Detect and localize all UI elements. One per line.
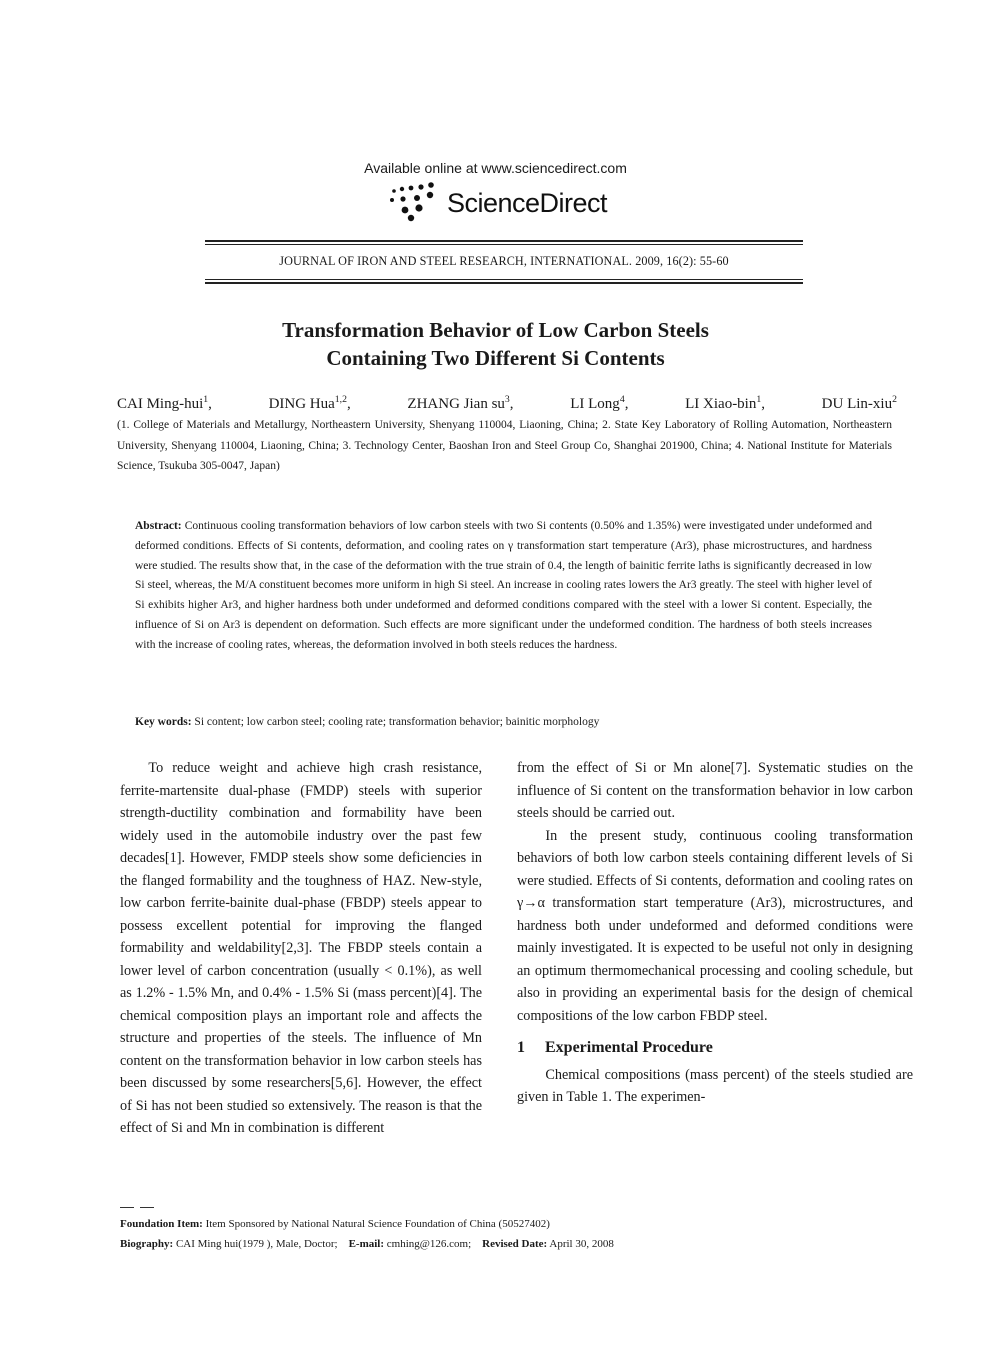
header-rule-top-thin [205,244,803,245]
revised-date-text: April 30, 2008 [549,1238,614,1250]
affiliations: (1. College of Materials and Metallurgy, Northeastern University, Shenyang 110004, Liaoning, China; 2. State Key Laboratory of Rolling Automation, Northeastern University, Shenyang 110004, Liaoning, China; 3. Technology Center, Baoshan Iron and Steel Group Co, Shanghai 201900, China; 4. National Institute for Materials Science, Tsukuba 305-0047, Japan) [117,419,892,472]
header-rule-top-thick [205,240,803,242]
keywords-text: Si content; low carbon steel; cooling rate; transformation behavior; bainitic morphology [194,716,600,728]
abstract-text: Continuous cooling transformation behaviors of low carbon steels with two Si contents (0.50% and 1.35%) were investigated under undeformed and deformed conditions. Effects of Si contents, deformation, and cooling rates on γ transformation start temperature (Ar3), phase microstructures, and hardness were studied. The results show that, in the case of the deformation with the true strain of 0.4, the length of bainitic ferrite laths is significantly decreased in low Si steel, whereas, the M/A constituent becomes more uniform in high Si steel. An increase in cooling rates lowers the Ar3 greatly. The steel with higher level of Si exhibits higher Ar3, and higher hardness both under undeformed and deformed conditions compared with the steel with a lower Si content. Especially, the influence of Si on Ar3 is dependent on deformation. Such effects are more significant under the undeformed condition. The hardness of both steels increases with the increase of cooling rates, whereas, the deformation involved in both steels reduces the hardness. [135,520,872,651]
email-label: E-mail: [348,1238,385,1250]
foundation-note [120,1214,890,1234]
body-column-left [120,757,482,1140]
keywords-label: Key words: [135,716,192,728]
revised-date-label: Revised Date: [482,1238,548,1250]
author: LI Xiao-bin$^1$, [685,394,765,412]
body-column-right [517,757,913,1109]
author: DU Lin-xiu$^2$ [821,394,897,412]
author-list [117,396,897,413]
abstract-label: Abstract: [135,520,182,532]
title-line-2: Containing Two Different Si Contents [326,346,665,370]
author: ZHANG Jian $su^3$, [407,394,514,412]
header-rule-bottom-thick [205,282,803,284]
sciencedirect-dots-icon [383,180,443,224]
footnote-rule [120,1207,134,1208]
footnote-rule [140,1207,154,1208]
author: CAI Ming-hui$^1$, [117,394,212,412]
author: DING Hua$^{1,2}$, [268,394,351,412]
foundation-label: Foundation Item: [120,1218,203,1230]
header-rule-bottom-thin [205,279,803,280]
email-text: cmhing@126.com; [386,1238,472,1250]
available-online-text: Available online at www.sciencedirect.com [364,160,627,176]
biography-note [120,1234,890,1254]
abstract [135,517,872,656]
title-line-1: Transformation Behavior of Low Carbon Steels [282,318,709,342]
paragraph: To reduce weight and achieve high crash resistance, ferrite-martensite dual-phase (FMDP) steels with superior strength-ductility combination and formability have been widely used in the automobile industry over the past few decades[1]. However, FMDP steels show some deficiencies in the flanged formability and the toughness of HAZ. New-style, low carbon ferrite-bainite dual-phase (FBDP) steels appear to possess excellent potential for improving the flanged formability and weldability[2,3]. The FBDP steels contain a lower level of carbon concentration (usually < 0.1%), as well as 1.2% - 1.5% Mn, and 0.4% - 1.5% Si (mass percent)[4]. The chemical composition plays an important role and affects the structure and properties of the steels. The influence of Mn content on the transformation behavior in low carbon steels has been discussed by some researchers[5,6]. However, the effect of Si has not been studied so extensively. The reason is that the effect of Si and Mn in combination is different [120,760,482,1136]
journal-citation-line: JOURNAL OF IRON AND STEEL RESEARCH, INTERNATIONAL. 2009, 16(2): 55-60 [279,254,729,268]
sciencedirect-wordmark: ScienceDirect [447,188,608,218]
sciencedirect-logo [383,178,643,226]
paper-title [0,316,991,372]
section-title: Experimental Procedure [545,1039,713,1056]
biography-text: CAI Ming hui(1979 ), Male, Doctor; [175,1238,338,1250]
foundation-text: Item Sponsored by National Natural Science Foundation of China (50527402) [205,1218,550,1230]
section-number: 1 [517,1039,525,1056]
footnotes [120,1214,890,1254]
paragraph: from the effect of Si or Mn alone[7]. Systematic studies on the influence of Si content on the transformation behavior in low carbon steels should be carried out. [517,760,913,821]
paragraph: In the present study, continuous cooling transformation behaviors of both low carbon steels containing different levels of Si were studied. Effects of Si contents, deformation and cooling rates on γ→α transformation start temperature (Ar3), microstructures, and hardness both under undeformed and deformed conditions were mainly investigated. It is expected to be useful not only in designing an optimum thermomechanical processing and cooling schedule, but also in providing an experimental basis for the design of chemical compositions of the low carbon FBDP steel. [517,827,913,1024]
keywords [135,716,872,728]
author: LI Long$^4$, [570,394,629,412]
paragraph: Chemical compositions (mass percent) of the steels studied are given in Table 1. The experimen- [517,1066,913,1105]
section-heading [517,1037,913,1060]
biography-label: Biography: [120,1238,174,1250]
